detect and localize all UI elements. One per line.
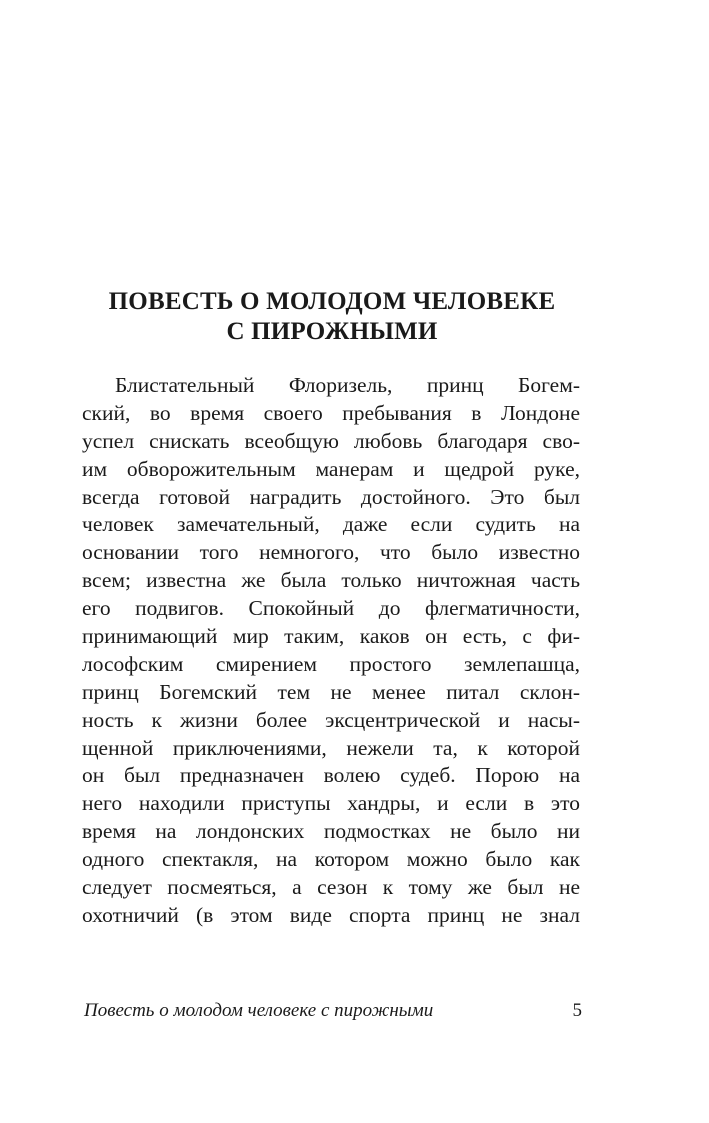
body-line: время на лондонских подмостках не было ни: [82, 819, 580, 844]
body-line: охотничий (в этом виде спорта принц не знал: [82, 902, 580, 927]
body-line: принц Богемский тем не менее питал склон-: [82, 679, 580, 704]
body-line: основании того немногого, что было известно: [82, 540, 580, 565]
body-line: ность к жизни более эксцентрической и насы-: [82, 707, 580, 732]
chapter-title-line-1: ПОВЕСТЬ О МОЛОДОМ ЧЕЛОВЕКЕ: [108, 288, 556, 315]
body-line: человек замечательный, даже если судить на: [82, 512, 580, 537]
body-line: всегда готовой наградить достойного. Это был: [82, 484, 580, 509]
chapter-body-text: [82, 372, 580, 930]
body-line: следует посмеяться, а сезон к тому же был не: [82, 875, 580, 900]
body-line: него находили приступы хандры, и если в это: [82, 791, 580, 816]
body-line: лософским смирением простого землепашца,: [82, 651, 580, 676]
body-line: ский, во время своего пребывания в Лондоне: [82, 400, 580, 425]
body-line: всем; известна же была только ничтожная часть: [82, 568, 580, 593]
chapter-title-line-2: С ПИРОЖНЫМИ: [226, 318, 438, 345]
body-line: Блистательный Флоризель, принц Богем-: [115, 373, 580, 397]
body-line: одного спектакля, на котором можно было как: [82, 847, 580, 872]
body-line: его подвигов. Спокойный до флегматичности,: [82, 596, 580, 621]
body-line: успел снискать всеобщую любовь благодаря сво-: [82, 428, 580, 453]
body-line: он был предназначен волею судеб. Порою на: [82, 763, 580, 788]
running-footer-title: Повесть о молодом человеке с пирожными: [84, 1000, 434, 1021]
body-line: щенной приключениями, нежели та, к которой: [82, 735, 580, 760]
body-line: им обворожительным манерам и щедрой руке,: [82, 456, 580, 481]
body-line: принимающий мир таким, каков он есть, с фи-: [82, 624, 580, 649]
page-number: 5: [572, 1000, 582, 1021]
